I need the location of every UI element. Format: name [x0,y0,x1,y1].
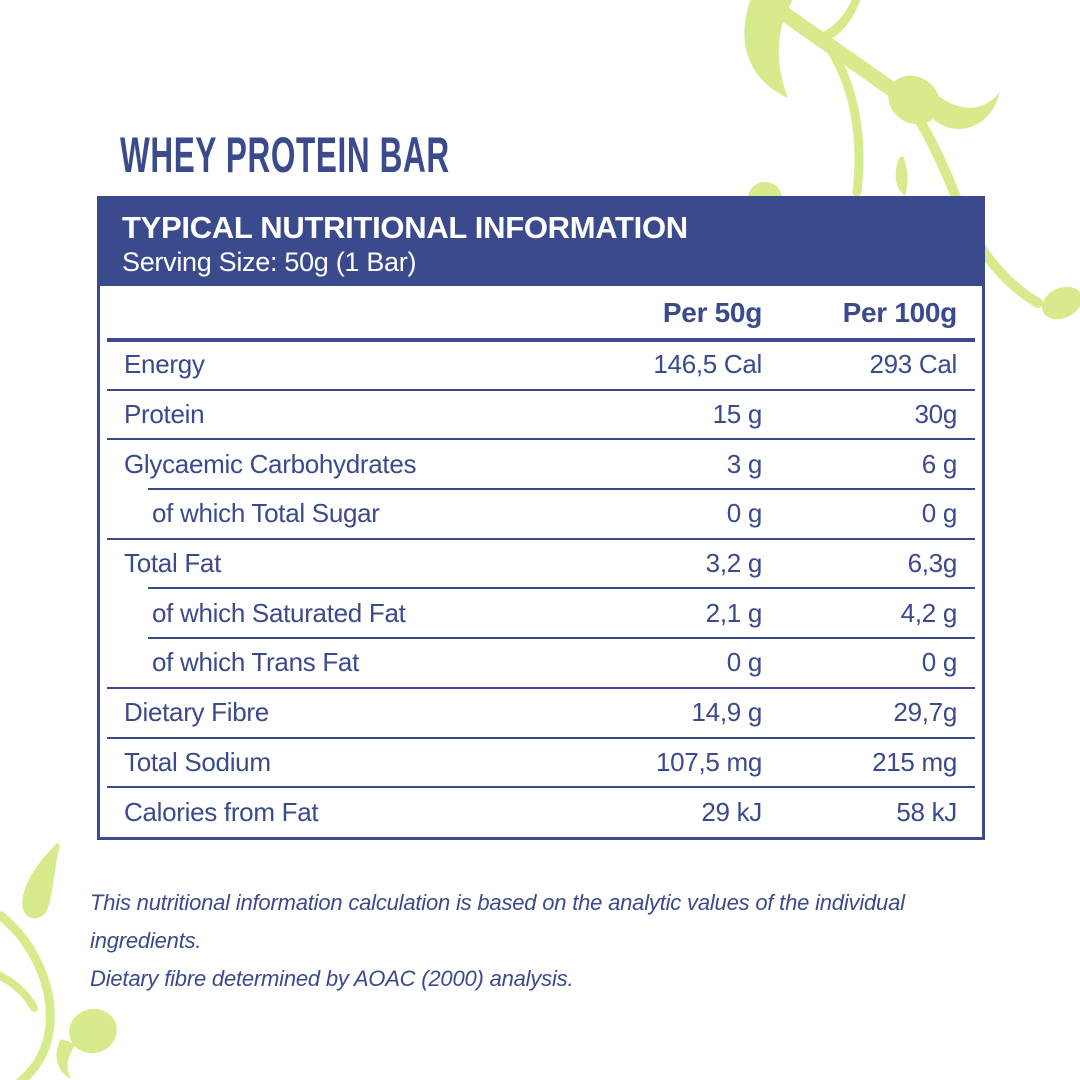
row-value-per50: 3,2 g [705,548,762,579]
footnote [90,884,1000,998]
table-column-header-row [100,286,982,340]
vine-stem-icon [0,974,34,1008]
row-label: Dietary Fibre [124,697,269,728]
row-value-per50: 15 g [712,399,762,430]
table-row [100,539,982,589]
row-value-per50: 14,9 g [691,697,762,728]
row-value-per100: 293 Cal [869,349,957,380]
row-label: of which Trans Fat [152,647,360,678]
vine-leaf-icon [1037,281,1080,326]
row-label: Energy [124,349,205,380]
nutrition-panel-header [97,196,985,286]
row-value-per50: 29 kJ [701,796,762,827]
row-value-per100: 4,2 g [900,597,957,628]
nutrition-table [97,286,985,840]
row-value-per50: 3 g [726,448,762,479]
row-value-per50: 107,5 mg [655,746,762,777]
column-header-per100: Per 100g [842,297,957,328]
row-value-per50: 0 g [726,498,762,529]
table-row [100,638,982,688]
row-value-per100: 6,3g [907,548,957,579]
nutrition-panel [97,196,985,840]
panel-heading: TYPICAL NUTRITIONAL INFORMATION [122,210,688,245]
row-value-per100: 0 g [921,498,957,529]
row-value-per100: 215 mg [872,746,957,777]
row-value-per50: 146,5 Cal [653,349,762,380]
vine-leaf-icon [928,92,1000,129]
row-value-per100: 30g [914,399,957,430]
footnote-line: Dietary fibre determined by AOAC (2000) analysis. [90,966,574,991]
table-row [100,489,982,539]
table-row [100,588,982,638]
row-value-per50: 0 g [726,647,762,678]
table-row [100,340,982,390]
vine-leaf-icon [22,843,60,918]
vine-leaf-icon [896,156,908,196]
row-label: of which Total Sugar [152,498,380,529]
row-label: Total Fat [124,548,222,579]
row-value-per100: 0 g [921,647,957,678]
row-label: Calories from Fat [124,796,319,827]
product-title: WHEY PROTEIN BAR [120,127,450,183]
table-row [100,688,982,738]
table-row [100,787,982,837]
table-row [100,738,982,788]
vine-leaf-icon [57,1039,76,1079]
vine-leaf-icon [64,1004,122,1059]
serving-size-label: Serving Size: 50g (1 Bar) [122,247,417,277]
column-header-per50: Per 50g [662,297,762,328]
row-label: of which Saturated Fat [152,597,406,628]
table-row [100,439,982,489]
row-label: Total Sodium [124,746,271,777]
table-row [100,390,982,440]
row-value-per100: 6 g [921,448,957,479]
row-value-per100: 29,7g [893,697,957,728]
row-value-per100: 58 kJ [896,796,957,827]
row-label: Protein [124,399,205,430]
row-label: Glycaemic Carbohydrates [124,448,417,479]
row-value-per50: 2,1 g [705,597,762,628]
footnote-line: This nutritional information calculation is based on the analytic values of the individual ingredients. [90,890,905,953]
